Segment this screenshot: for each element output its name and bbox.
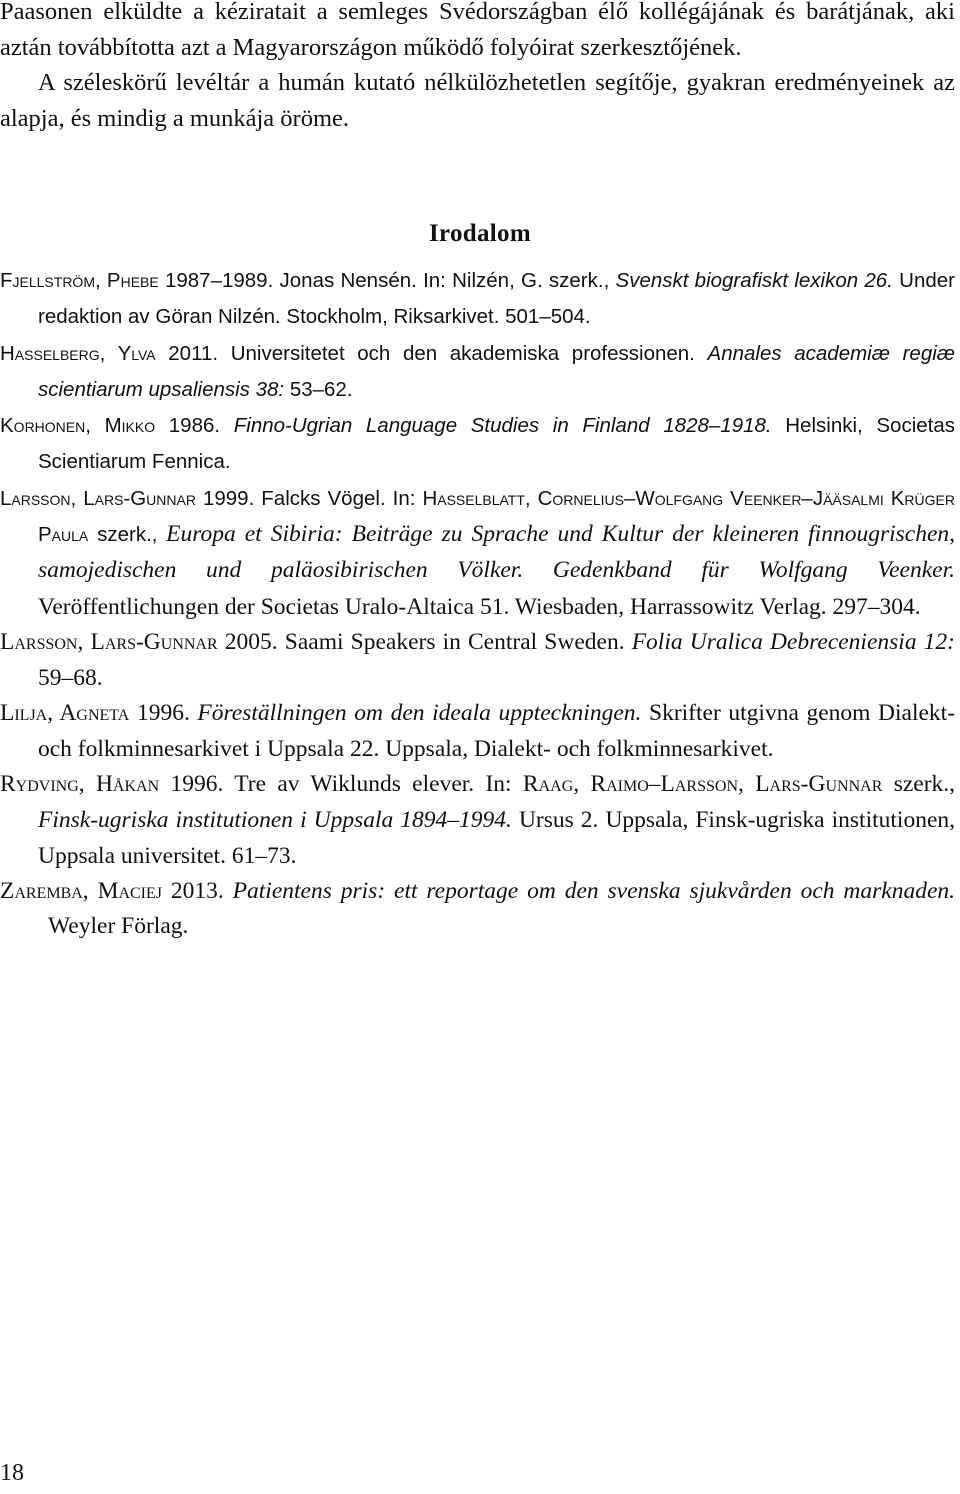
ref-rest: 53–62.	[289, 377, 353, 401]
ref-author: Hasselberg, Ylva	[0, 341, 156, 365]
ref-title: Folia Uralica Debreceniensia 12:	[631, 628, 956, 655]
reference-item	[0, 625, 955, 696]
reference-item	[0, 407, 955, 480]
reference-item	[0, 874, 955, 944]
ref-text: Universitetet och den akademiska professionen.	[230, 341, 695, 365]
ref-text: Jonas Nensén. In: Nilzén, G. szerk.,	[279, 269, 610, 292]
ref-author: Larsson, Lars-Gunnar	[0, 628, 218, 655]
reference-item	[0, 335, 955, 408]
ref-editors: Hasselblatt, Cornelius–Wolfgang Veenker–Jääsalmi Krüger Paula	[38, 486, 955, 547]
reference-item	[0, 262, 955, 335]
ref-text: Tre av Wiklunds elever. In:	[234, 771, 512, 798]
intro-text	[0, 0, 955, 136]
ref-title: Annales academiæ regiæ scientiarum upsaliensis 38:	[38, 341, 956, 401]
ref-rest: Under redaktion av Göran Nilzén. Stockholm, Riksarkivet. 501–504.	[38, 269, 955, 329]
ref-text-2: szerk.,	[893, 771, 956, 798]
ref-title: Patientens pris: ett reportage om den svenska sjukvården och marknaden.	[232, 878, 955, 905]
reference-list	[0, 262, 955, 944]
intro-paragraph-2: A széleskörű levéltár a humán kutató nélkülözhetetlen segítője, gyakran eredményeinek az alapja, és mindig a munkája öröme.	[0, 69, 955, 132]
ref-rest: 59–68.	[38, 664, 103, 691]
ref-year: 1996.	[170, 771, 224, 798]
ref-text-2: szerk.,	[97, 523, 158, 547]
ref-text: Saami Speakers in Central Sweden.	[284, 628, 625, 655]
section-heading: Irodalom	[429, 220, 531, 247]
ref-title: Föreställningen om den ideala uppteckningen.	[197, 700, 642, 727]
ref-rest: Helsinki, Societas Scientiarum Fennica.	[38, 414, 955, 474]
ref-year: 2011.	[168, 341, 219, 365]
reference-item	[0, 696, 955, 767]
reference-item	[0, 480, 955, 625]
ref-author: Fjellström, Phebe	[0, 269, 159, 292]
ref-author: Korhonen, Mikko	[0, 414, 156, 438]
ref-title: Europa et Sibiria: Beiträge zu Sprache und Kultur der kleineren finnougrischen, samojedischen und paläosibirischen Völker. Gedenkband für Wolfgang Veenker.	[38, 521, 955, 584]
ref-text: Falcks Vögel. In:	[261, 486, 416, 510]
intro-paragraph-1: Paasonen elküldte a kéziratait a semleges Svédországban élő kollégájának és barátjának, aki aztán továbbította azt a Magyarországon működő folyóirat szerkesztőjének.	[0, 0, 955, 61]
ref-author: Larsson, Lars-Gunnar	[0, 486, 196, 510]
ref-rest: Veröffentlichungen der Societas Uralo-Altaica 51. Wiesbaden, Harrassowitz Verlag. 297–304.	[38, 593, 921, 620]
ref-rest: Ursus 2. Uppsala, Finsk-ugriska institutionen, Uppsala universitet. 61–73.	[38, 806, 956, 869]
page-number: 18	[0, 1460, 24, 1486]
ref-year: 1987–1989.	[164, 269, 274, 292]
ref-year: 2013.	[170, 878, 224, 905]
ref-editors: Raag, Raimo–Larsson, Lars-Gunnar	[522, 771, 883, 798]
ref-author: Rydving, Håkan	[0, 771, 160, 798]
ref-rest: Weyler Förlag.	[48, 913, 189, 940]
ref-year: 2005.	[224, 628, 278, 655]
ref-year: 1996.	[136, 700, 190, 727]
reference-item	[0, 767, 955, 874]
ref-title: Svenskt biografiskt lexikon 26.	[615, 269, 893, 292]
ref-title: Finno-Ugrian Language Studies in Finland 1828–1918.	[233, 414, 772, 438]
ref-title: Finsk-ugriska institutionen i Uppsala 1894–1994.	[38, 806, 512, 833]
ref-author: Lilja, Agneta	[0, 700, 130, 727]
ref-year: 1986.	[168, 414, 221, 438]
ref-year: 1999.	[202, 486, 255, 510]
ref-author: Zaremba, Maciej	[0, 878, 163, 905]
ref-rest: Skrifter utgivna genom Dialekt- och folkminnesarkivet i Uppsala 22. Uppsala, Dialekt- och folkminnesarkivet.	[38, 700, 956, 762]
